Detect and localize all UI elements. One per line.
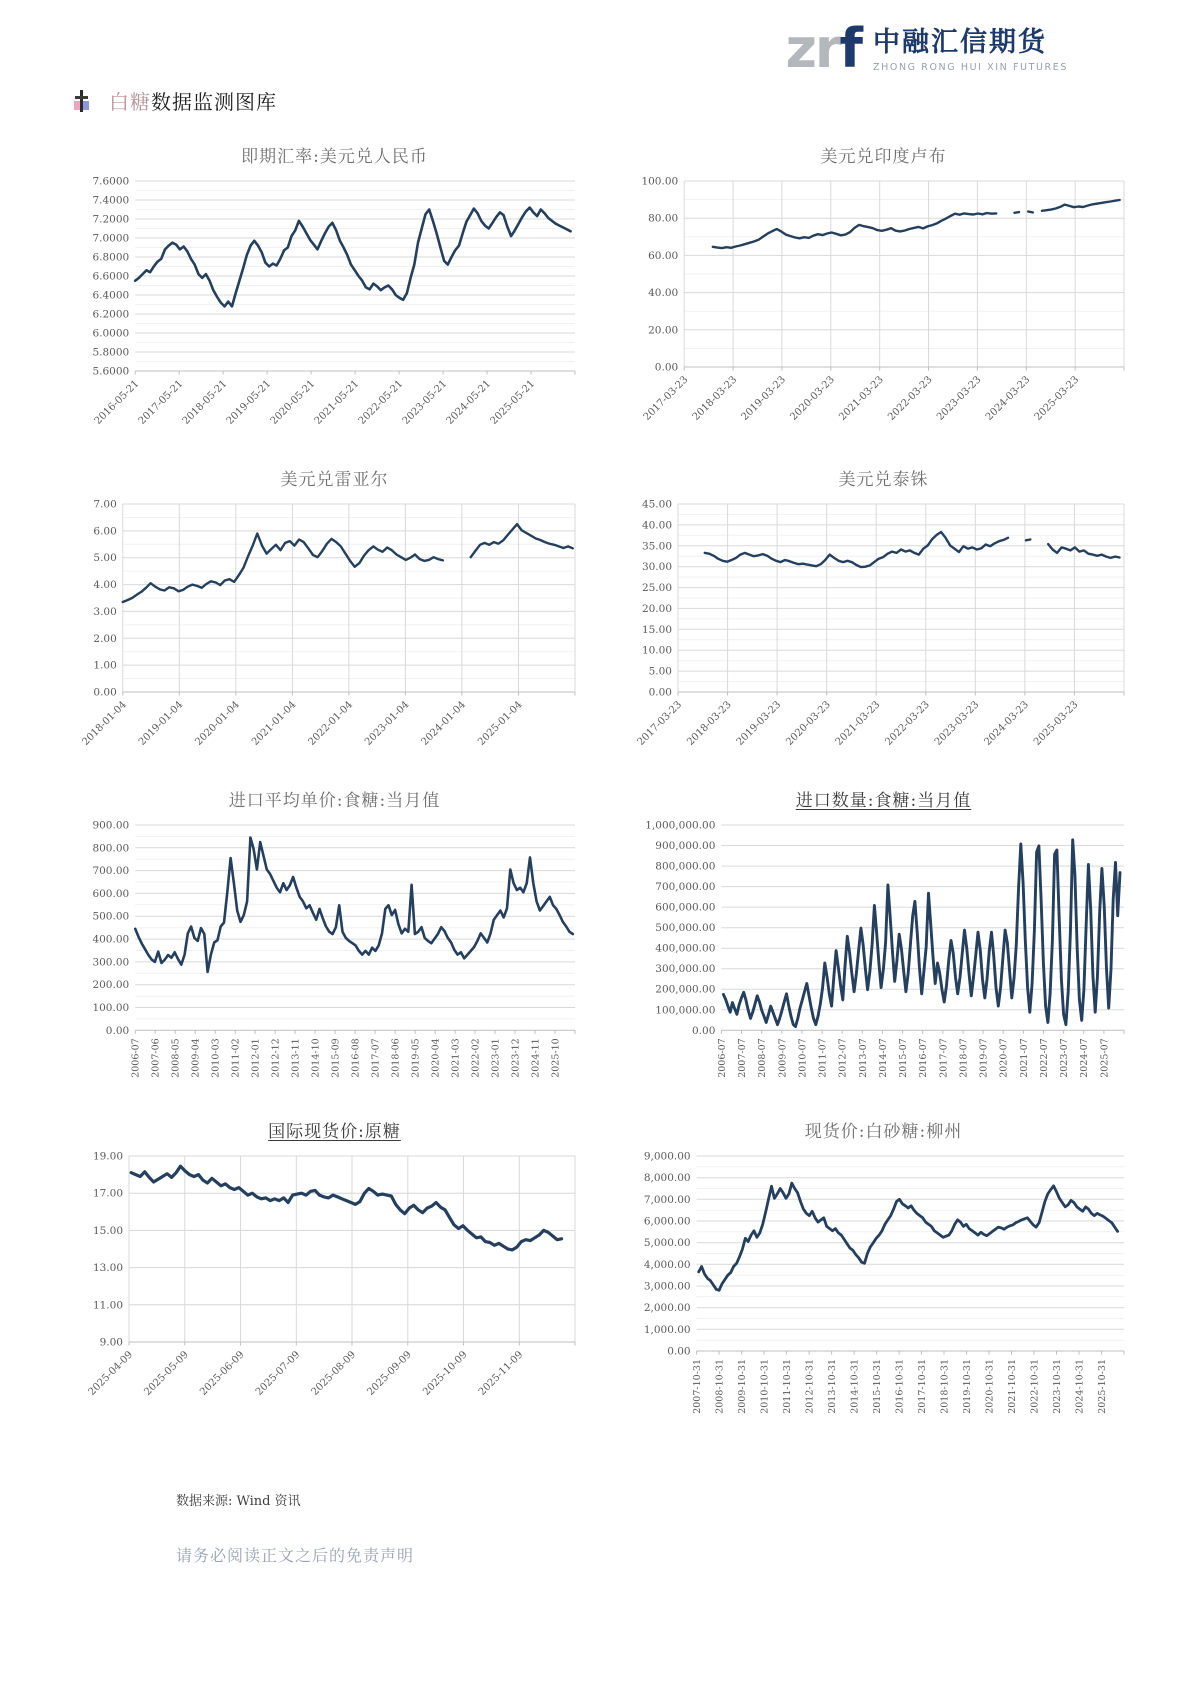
svg-text:13.00: 13.00 (92, 1261, 123, 1274)
page-title (109, 86, 277, 115)
svg-text:2022-03-23: 2022-03-23 (883, 699, 932, 748)
svg-text:2006-07: 2006-07 (716, 1037, 728, 1078)
svg-text:700,000.00: 700,000.00 (655, 880, 716, 893)
svg-text:2016-05-21: 2016-05-21 (92, 378, 142, 427)
svg-text:15.00: 15.00 (641, 623, 672, 636)
company-name-cn: 中融汇信期货 (873, 27, 1048, 58)
svg-text:900,000.00: 900,000.00 (655, 839, 716, 852)
svg-text:2025-04-09: 2025-04-09 (86, 1349, 136, 1398)
svg-text:2017-10-31: 2017-10-31 (917, 1358, 928, 1414)
svg-text:2008-07: 2008-07 (757, 1037, 769, 1078)
svg-text:800,000.00: 800,000.00 (655, 860, 716, 873)
svg-text:2025-07-09: 2025-07-09 (253, 1349, 303, 1398)
svg-text:2019-05: 2019-05 (410, 1037, 422, 1078)
chart-canvas-import-quantity (631, 813, 1136, 1093)
svg-text:500,000.00: 500,000.00 (655, 921, 716, 934)
marker-blue-square (82, 101, 89, 110)
svg-text:2015-09: 2015-09 (330, 1037, 342, 1078)
svg-text:2018-05-21: 2018-05-21 (180, 378, 230, 427)
doc-title-row (0, 74, 1190, 118)
chart-title-liuzhou-white-sugar-spot: 现货价:白砂糖:柳州 (804, 1121, 963, 1142)
svg-text:2014-10-31: 2014-10-31 (849, 1358, 861, 1414)
svg-text:300.00: 300.00 (92, 956, 130, 969)
svg-text:4,000.00: 4,000.00 (643, 1258, 691, 1271)
svg-text:40.00: 40.00 (641, 519, 672, 532)
svg-text:5,000.00: 5,000.00 (643, 1236, 691, 1249)
svg-text:2017-03-23: 2017-03-23 (641, 374, 691, 423)
svg-text:7.2000: 7.2000 (92, 213, 130, 226)
svg-text:2013-10-31: 2013-10-31 (827, 1358, 839, 1414)
svg-text:2024-03-23: 2024-03-23 (982, 699, 1032, 748)
svg-text:4.00: 4.00 (93, 578, 117, 591)
svg-text:2011-02: 2011-02 (230, 1037, 242, 1078)
svg-text:35.00: 35.00 (641, 539, 672, 552)
svg-text:2016-07: 2016-07 (918, 1037, 930, 1078)
svg-text:2025-09-09: 2025-09-09 (365, 1349, 414, 1398)
svg-text:2010-03: 2010-03 (210, 1037, 222, 1078)
svg-text:900.00: 900.00 (92, 819, 130, 832)
svg-text:45.00: 45.00 (641, 498, 672, 511)
svg-text:0.00: 0.00 (692, 1024, 716, 1037)
svg-text:600.00: 600.00 (92, 887, 130, 900)
svg-text:2024-05-21: 2024-05-21 (444, 378, 494, 427)
svg-text:800.00: 800.00 (92, 841, 130, 854)
svg-text:2015-10-31: 2015-10-31 (872, 1358, 884, 1414)
svg-text:80.00: 80.00 (648, 212, 679, 225)
svg-text:2008-05: 2008-05 (170, 1037, 182, 1078)
chart-canvas-usd-cny (82, 169, 587, 441)
svg-text:2018-01-04: 2018-01-04 (82, 699, 129, 748)
svg-text:7,000.00: 7,000.00 (643, 1193, 691, 1206)
svg-text:200.00: 200.00 (92, 978, 130, 991)
svg-text:2012-12: 2012-12 (270, 1037, 282, 1078)
svg-text:6.6000: 6.6000 (92, 270, 130, 283)
svg-text:40.00: 40.00 (648, 286, 679, 299)
chart-usd-thb (631, 465, 1136, 762)
svg-text:2025-05-21: 2025-05-21 (488, 378, 538, 427)
svg-text:17.00: 17.00 (92, 1187, 123, 1200)
svg-text:2021-03: 2021-03 (450, 1037, 462, 1078)
svg-text:2017-07: 2017-07 (938, 1037, 950, 1078)
page-title-rest: 数据监测图库 (151, 90, 277, 115)
svg-text:2017-03-23: 2017-03-23 (635, 699, 685, 748)
title-marker-icon (74, 89, 89, 113)
svg-text:2023-03-23: 2023-03-23 (932, 699, 982, 748)
svg-text:15.00: 15.00 (92, 1224, 123, 1237)
svg-text:100.00: 100.00 (92, 1001, 130, 1014)
svg-text:2011-10-31: 2011-10-31 (782, 1358, 794, 1414)
svg-text:7.6000: 7.6000 (92, 175, 130, 188)
svg-text:5.6000: 5.6000 (92, 365, 130, 378)
chart-title-intl-raw-sugar-spot: 国际现货价:原糖 (268, 1121, 401, 1142)
logo-f-letter: f (839, 17, 862, 80)
svg-text:2025-10: 2025-10 (550, 1037, 562, 1078)
svg-text:200,000.00: 200,000.00 (655, 983, 716, 996)
svg-text:5.00: 5.00 (93, 551, 117, 564)
svg-text:2021-07: 2021-07 (1018, 1037, 1030, 1078)
chart-canvas-import-avg-price (82, 813, 587, 1093)
chart-title-usd-cny: 即期汇率:美元兑人民币 (241, 146, 428, 167)
svg-text:400,000.00: 400,000.00 (655, 942, 716, 955)
svg-text:2019-03-23: 2019-03-23 (739, 374, 789, 423)
svg-text:2010-07: 2010-07 (797, 1037, 809, 1078)
svg-text:2012-10-31: 2012-10-31 (804, 1358, 816, 1414)
svg-text:7.4000: 7.4000 (92, 194, 130, 207)
svg-text:6.4000: 6.4000 (92, 289, 130, 302)
svg-text:100.00: 100.00 (641, 175, 679, 188)
svg-text:2020-03-23: 2020-03-23 (788, 374, 837, 423)
svg-text:0.00: 0.00 (93, 686, 117, 699)
chart-canvas-liuzhou-white-sugar-spot (631, 1144, 1136, 1432)
svg-text:2006-07: 2006-07 (130, 1037, 142, 1078)
svg-text:1.00: 1.00 (93, 659, 117, 672)
svg-text:2009-04: 2009-04 (190, 1037, 202, 1078)
svg-text:2019-10-31: 2019-10-31 (962, 1358, 973, 1414)
svg-text:2025-10-31: 2025-10-31 (1097, 1358, 1108, 1414)
svg-text:2020-03-23: 2020-03-23 (784, 699, 833, 748)
svg-text:6.00: 6.00 (93, 525, 117, 538)
svg-text:2017-05-21: 2017-05-21 (136, 378, 186, 427)
svg-text:2022-01-04: 2022-01-04 (306, 699, 356, 748)
svg-text:2009-10-31: 2009-10-31 (737, 1358, 749, 1414)
logo-zrf-mark (785, 17, 862, 80)
svg-text:19.00: 19.00 (92, 1150, 123, 1163)
svg-text:0.00: 0.00 (667, 1345, 691, 1358)
chart-canvas-usd-inr (631, 169, 1136, 437)
svg-text:2023-07: 2023-07 (1059, 1037, 1071, 1078)
logo-names (873, 28, 1068, 73)
logo-zr-letters: zr (785, 17, 840, 80)
chart-import-avg-price (82, 786, 587, 1093)
svg-text:2018-06: 2018-06 (390, 1037, 402, 1078)
svg-text:2009-07: 2009-07 (777, 1037, 789, 1078)
svg-text:2016-10-31: 2016-10-31 (894, 1358, 906, 1414)
svg-text:2007-06: 2007-06 (150, 1037, 162, 1078)
svg-text:2025-08-09: 2025-08-09 (309, 1349, 359, 1398)
svg-text:2018-03-23: 2018-03-23 (685, 699, 734, 748)
data-source-note: 数据来源: Wind 资讯 (176, 1493, 301, 1509)
svg-text:2022-02: 2022-02 (470, 1037, 482, 1078)
svg-text:2020-05-21: 2020-05-21 (268, 378, 318, 427)
svg-text:20.00: 20.00 (648, 323, 679, 336)
svg-text:300,000.00: 300,000.00 (655, 962, 716, 975)
svg-text:11.00: 11.00 (92, 1298, 123, 1311)
chart-title-import-avg-price: 进口平均单价:食糖:当月值 (228, 790, 441, 811)
svg-text:2015-07: 2015-07 (898, 1037, 910, 1078)
chart-usd-brl (82, 465, 587, 762)
svg-text:30.00: 30.00 (641, 560, 672, 573)
svg-text:400.00: 400.00 (92, 933, 130, 946)
chart-title-usd-inr: 美元兑印度卢布 (820, 146, 947, 167)
svg-text:2024-07: 2024-07 (1079, 1037, 1091, 1078)
svg-text:2025-01-04: 2025-01-04 (476, 699, 525, 748)
svg-text:6.2000: 6.2000 (92, 308, 130, 321)
chart-liuzhou-white-sugar-spot (631, 1117, 1136, 1432)
svg-text:7.00: 7.00 (93, 498, 117, 511)
svg-text:2025-11-09: 2025-11-09 (476, 1349, 526, 1398)
svg-text:8,000.00: 8,000.00 (643, 1171, 691, 1184)
svg-text:2017-07: 2017-07 (370, 1037, 382, 1078)
svg-text:60.00: 60.00 (648, 249, 679, 262)
svg-text:600,000.00: 600,000.00 (655, 901, 716, 914)
svg-text:2014-07: 2014-07 (877, 1037, 889, 1078)
svg-text:2023-03-23: 2023-03-23 (934, 374, 984, 423)
svg-text:2023-05-21: 2023-05-21 (400, 378, 450, 427)
svg-text:2022-03-23: 2022-03-23 (886, 374, 935, 423)
svg-text:2021-01-04: 2021-01-04 (249, 699, 299, 748)
svg-text:6,000.00: 6,000.00 (643, 1215, 691, 1228)
chart-title-usd-thb: 美元兑泰铢 (838, 469, 929, 490)
svg-text:2024-10-31: 2024-10-31 (1074, 1358, 1086, 1414)
svg-text:2012-01: 2012-01 (250, 1037, 262, 1078)
chart-import-quantity (631, 786, 1136, 1093)
svg-text:2020-04: 2020-04 (430, 1037, 442, 1078)
svg-text:2022-05-21: 2022-05-21 (356, 378, 406, 427)
svg-text:2007-07: 2007-07 (737, 1037, 748, 1078)
svg-text:2023-01-04: 2023-01-04 (362, 699, 412, 748)
svg-text:2025-10-09: 2025-10-09 (421, 1349, 470, 1398)
svg-text:2019-03-23: 2019-03-23 (734, 699, 784, 748)
svg-text:6.0000: 6.0000 (92, 327, 130, 340)
svg-text:1,000,000.00: 1,000,000.00 (645, 819, 716, 832)
svg-text:2011-07: 2011-07 (817, 1037, 829, 1078)
svg-text:2025-05-09: 2025-05-09 (142, 1349, 191, 1398)
svg-text:2023-12: 2023-12 (510, 1037, 522, 1078)
svg-text:2014-10: 2014-10 (310, 1037, 322, 1078)
svg-text:0.00: 0.00 (654, 361, 679, 374)
svg-text:9,000.00: 9,000.00 (643, 1150, 691, 1163)
svg-text:2013-07: 2013-07 (857, 1037, 869, 1078)
svg-text:2020-10-31: 2020-10-31 (984, 1358, 996, 1414)
svg-text:25.00: 25.00 (641, 581, 672, 594)
svg-text:500.00: 500.00 (92, 910, 130, 923)
svg-text:2025-03-23: 2025-03-23 (1031, 699, 1081, 748)
svg-text:2022-10-31: 2022-10-31 (1029, 1358, 1041, 1414)
svg-text:2018-03-23: 2018-03-23 (690, 374, 740, 423)
svg-text:2018-07: 2018-07 (958, 1037, 970, 1078)
svg-text:7.0000: 7.0000 (92, 232, 130, 245)
svg-text:2019-07: 2019-07 (978, 1037, 990, 1078)
chart-canvas-usd-thb (631, 492, 1136, 762)
chart-title-import-quantity: 进口数量:食糖:当月值 (795, 790, 972, 811)
svg-text:2023-10-31: 2023-10-31 (1052, 1358, 1063, 1414)
svg-text:2010-10-31: 2010-10-31 (759, 1358, 771, 1414)
svg-text:2016-08: 2016-08 (350, 1037, 362, 1078)
svg-text:0.00: 0.00 (105, 1024, 130, 1037)
chart-usd-cny (82, 142, 587, 441)
svg-text:6.8000: 6.8000 (92, 251, 130, 264)
svg-text:1,000.00: 1,000.00 (643, 1323, 691, 1336)
svg-text:2022-07: 2022-07 (1039, 1037, 1050, 1078)
svg-text:2019-05-21: 2019-05-21 (224, 378, 274, 427)
svg-text:2021-10-31: 2021-10-31 (1007, 1358, 1018, 1414)
svg-text:2012-07: 2012-07 (837, 1037, 849, 1078)
charts-grid (0, 118, 1190, 1432)
chart-usd-inr (631, 142, 1136, 441)
chart-canvas-intl-raw-sugar-spot (82, 1144, 587, 1412)
page-header (0, 0, 1190, 80)
marker-bar (80, 90, 83, 112)
marker-cross (75, 96, 88, 99)
svg-text:2.00: 2.00 (93, 632, 117, 645)
svg-text:2007-10-31: 2007-10-31 (692, 1358, 704, 1414)
svg-text:3,000.00: 3,000.00 (643, 1280, 691, 1293)
svg-text:0.00: 0.00 (648, 686, 672, 699)
svg-text:10.00: 10.00 (641, 644, 672, 657)
svg-text:2024-01-04: 2024-01-04 (419, 699, 469, 748)
svg-text:3.00: 3.00 (93, 605, 117, 618)
svg-text:2,000.00: 2,000.00 (643, 1301, 691, 1314)
company-name-en: ZHONG RONG HUI XIN FUTURES (873, 61, 1068, 73)
svg-text:2008-10-31: 2008-10-31 (714, 1358, 726, 1414)
svg-text:2018-10-31: 2018-10-31 (939, 1358, 951, 1414)
svg-text:2021-05-21: 2021-05-21 (312, 378, 362, 427)
disclaimer-note: 请务必阅读正文之后的免责声明 (176, 1545, 415, 1565)
chart-title-usd-brl: 美元兑雷亚尔 (280, 469, 389, 490)
svg-text:5.00: 5.00 (648, 665, 672, 678)
svg-text:2021-03-23: 2021-03-23 (833, 699, 883, 748)
company-logo (785, 17, 1068, 80)
svg-text:700.00: 700.00 (92, 864, 130, 877)
svg-text:2021-03-23: 2021-03-23 (837, 374, 886, 423)
svg-text:2019-01-04: 2019-01-04 (136, 699, 186, 748)
chart-intl-raw-sugar-spot (82, 1117, 587, 1432)
svg-text:2013-11: 2013-11 (290, 1037, 302, 1078)
page-title-highlight: 白糖 (109, 90, 151, 115)
svg-text:2020-07: 2020-07 (998, 1037, 1010, 1078)
svg-text:2024-11: 2024-11 (530, 1037, 542, 1078)
svg-text:2024-03-23: 2024-03-23 (983, 374, 1033, 423)
svg-text:2025-06-09: 2025-06-09 (198, 1349, 247, 1398)
svg-text:2025-07: 2025-07 (1099, 1037, 1111, 1078)
svg-text:5.8000: 5.8000 (92, 346, 130, 359)
svg-text:9.00: 9.00 (99, 1336, 123, 1349)
svg-text:2020-01-04: 2020-01-04 (193, 699, 242, 748)
svg-text:100,000.00: 100,000.00 (655, 1003, 716, 1016)
svg-text:2025-03-23: 2025-03-23 (1032, 374, 1082, 423)
svg-text:20.00: 20.00 (641, 602, 672, 615)
svg-text:2023-01: 2023-01 (490, 1037, 502, 1078)
chart-canvas-usd-brl (82, 492, 587, 762)
